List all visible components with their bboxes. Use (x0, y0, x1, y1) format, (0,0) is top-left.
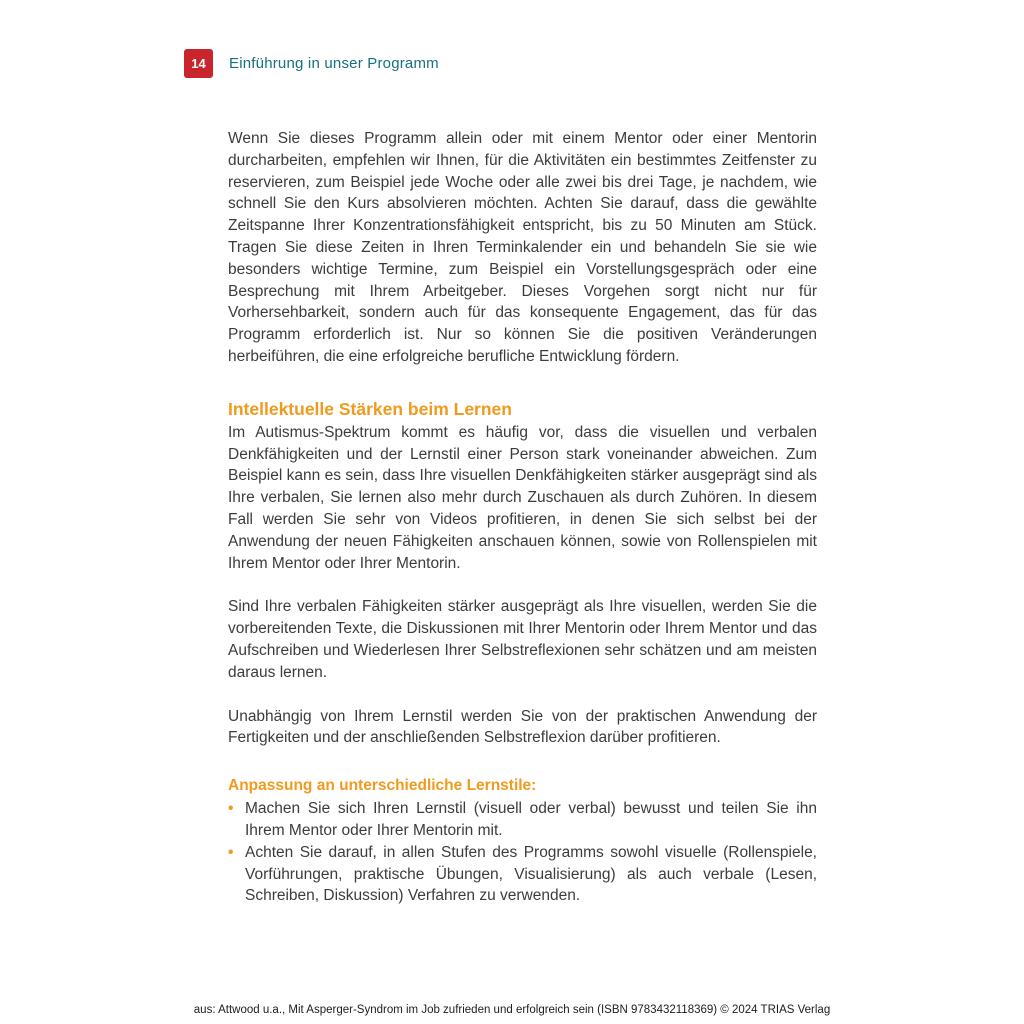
intro-paragraph: Wenn Sie dieses Programm allein oder mit einem Mentor oder einer Mentorin durcharbeiten, empfehlen wir Ihnen, für die Aktivitäten ein bestimmtes Zeitfenster zu reservieren, zum Beispiel jede Woche oder alle zwei bis drei Tage, je nachdem, wie schnell Sie den Kurs absolvieren möchten. Achten Sie darauf, dass die gewählte Zeitspanne Ihrer Konzentrationsfähigkeit entspricht, bis zu 50 Minuten am Stück. Tragen Sie diese Zeiten in Ihren Terminkalender ein und behandeln Sie sie wie besonders wichtige Termine, zum Beispiel ein Vorstellungsgespräch oder eine Besprechung mit Ihrem Arbeitgeber. Dieses Vorgehen sorgt nicht nur für Vorhersehbarkeit, sondern auch für das konsequente Engagement, das für das Programm erforderlich ist. Nur so können Sie die positiven Veränderungen herbeiführen, die eine erfolgreiche berufliche Entwicklung fördern. (228, 130, 817, 365)
bullet-list-item: • Machen Sie sich Ihren Lernstil (visuell oder verbal) bewusst und teilen Sie ihn Ihrem Mentor oder Ihrer Mentorin mit. (228, 798, 817, 842)
body-paragraph: Unabhängig von Ihrem Lernstil werden Sie von der praktischen Anwendung der Fertigkeiten und der anschließenden Selbstreflexion darüber profitieren. (228, 707, 817, 747)
page-number-badge: 14 (184, 49, 213, 78)
bullet-list (228, 798, 817, 907)
sub-heading-anpassung-lernstile: Anpassung an unterschiedliche Lernstile: (228, 777, 537, 795)
footer-credit: aus: Attwood u.a., Mit Asperger-Syndrom im Job zufrieden und erfolgreich sein (ISBN 9783432118369) © 2024 TRIAS Verlag (193, 1004, 831, 1016)
body-paragraph: Sind Ihre verbalen Fähigkeiten stärker ausgeprägt als Ihre visuellen, werden Sie die vorbereitenden Texte, die Diskussionen mit Ihrer Mentorin oder Ihrem Mentor und das Aufschreiben und Wiederlesen Ihrer Selbstreflexionen sehr schätzen und am meisten daraus lernen. (228, 598, 817, 681)
page-content (228, 128, 817, 907)
body-paragraph: Im Autismus-Spektrum kommt es häufig vor, dass die visuellen und verbalen Denkfähigkeiten und der Lernstil einer Person stark voneinander abweichen. Zum Beispiel kann es sein, dass Ihre visuellen Denkfähigkeiten stärker ausgeprägt sind als Ihre verbalen, Sie lernen also mehr durch Zuschauen als durch Zuhören. In diesem Fall werden Sie sehr von Videos profitieren, in denen Sie sich selbst bei der Anwendung der neuen Fähigkeiten anschauen können, sowie von Rollenspielen mit Ihrem Mentor oder Ihrer Mentorin. (228, 423, 817, 572)
running-header (184, 49, 439, 78)
bullet-list-item: • Achten Sie darauf, in allen Stufen des Programms sowohl visuelle (Rollenspiele, Vorführungen, praktische Übungen, Visualisierung) als auch verbale (Lesen, Schreiben, Diskussion) Verfahren zu verwenden. (228, 842, 817, 907)
chapter-header-title: Einführung in unser Programm (229, 55, 439, 72)
section-heading-intellektuelle-staerken: Intellektuelle Stärken beim Lernen (228, 398, 512, 419)
